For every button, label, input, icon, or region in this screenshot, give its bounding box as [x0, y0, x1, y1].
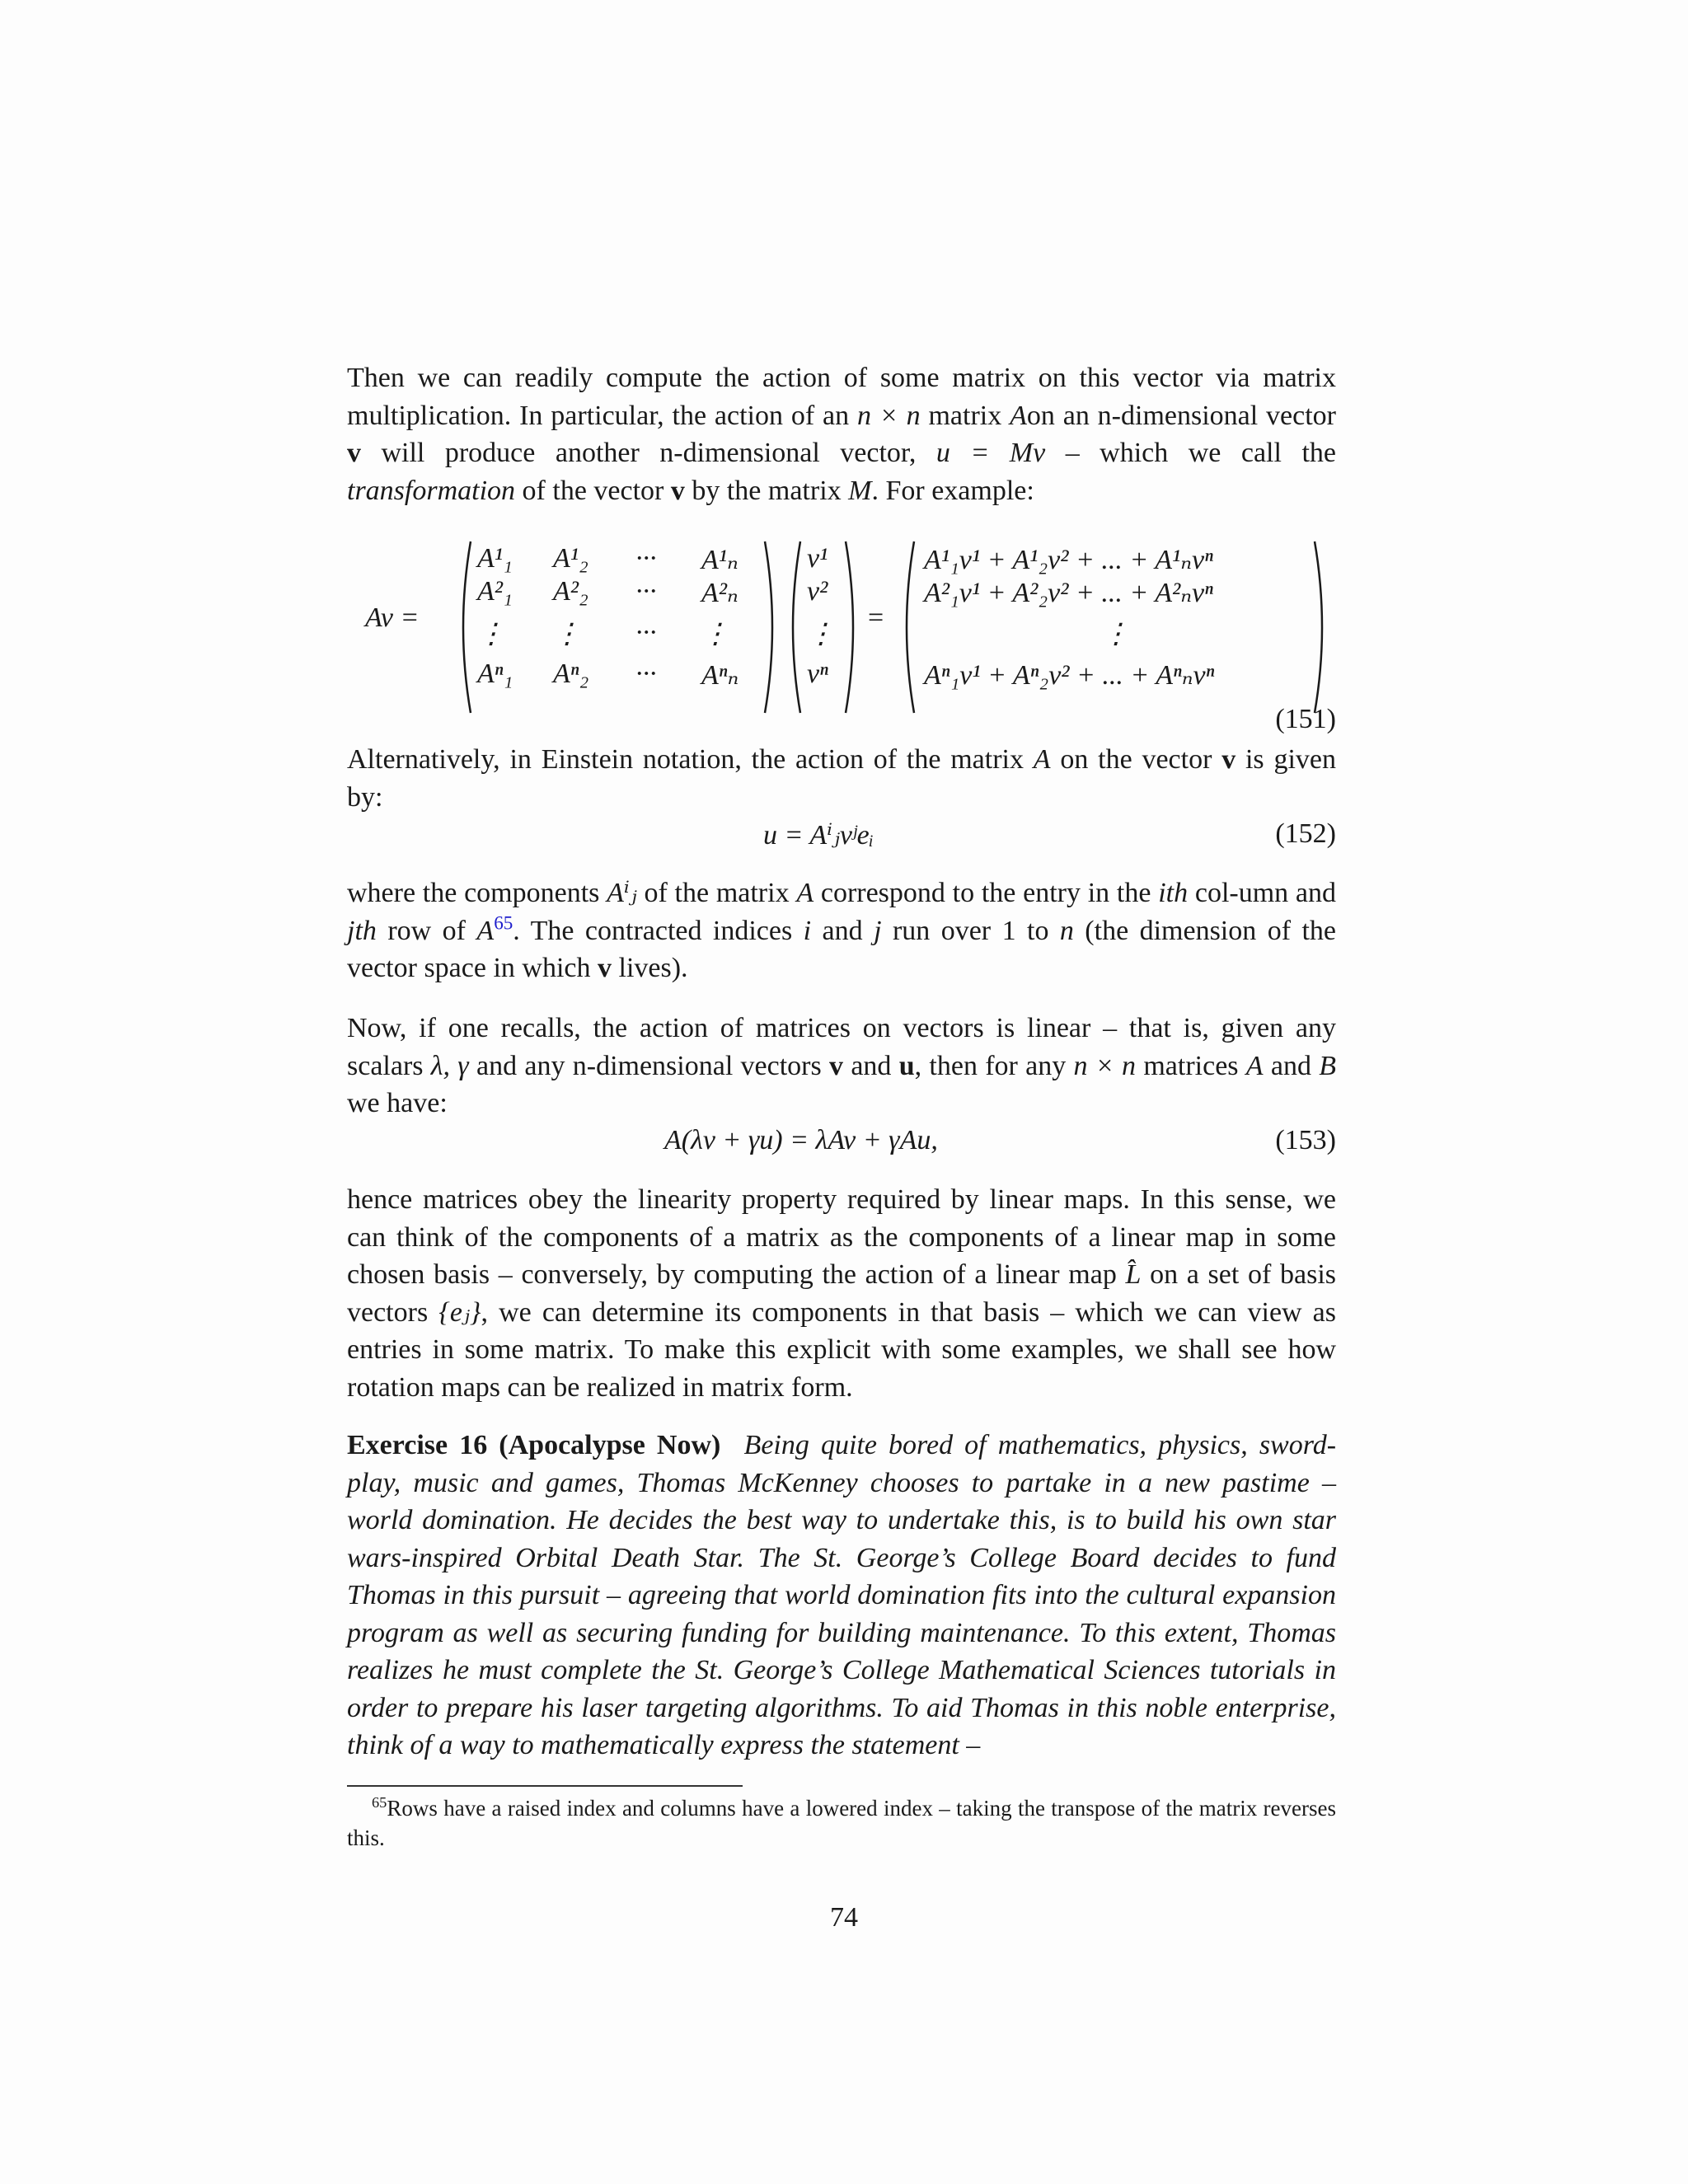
text: row of: [376, 915, 477, 946]
text: of the matrix: [636, 878, 797, 908]
equation-lhs: Av =: [365, 602, 420, 633]
result-cell: A¹₁v¹ + A¹₂v² + ... + A¹ₙvⁿ: [924, 545, 1213, 575]
text: Now, if one recalls, the action of matrices on vectors is linear – that is, given any scalars: [347, 1013, 1336, 1081]
matrix-cell: A²₂: [553, 576, 588, 607]
bold-v: v: [347, 438, 361, 468]
math-A: A: [476, 915, 495, 946]
equation-text: u = Aⁱⱼvʲeᵢ: [763, 820, 874, 851]
text: where the components: [347, 878, 607, 908]
vector-cell: ⋮: [807, 619, 835, 649]
text: correspond to the entry in the: [814, 878, 1159, 908]
text: will produce another n-dimensional vector,: [361, 438, 936, 468]
footnote-text: Rows have a raised index and columns have a lowered index – taking the transpose of the matrix reverses this.: [347, 1796, 1336, 1850]
bold-v: v: [598, 953, 612, 983]
text: – which we call the: [1045, 438, 1336, 468]
text: is given by:: [347, 744, 1336, 813]
matrix-cell: A²₁: [477, 576, 513, 607]
math-A: A: [796, 878, 814, 908]
text: . For example:: [871, 475, 1034, 506]
text: matrices: [1136, 1050, 1246, 1081]
math-i: i: [803, 915, 812, 946]
text: we have:: [347, 1088, 448, 1118]
math-A: A: [1033, 744, 1051, 775]
vector-cell: v²: [807, 576, 828, 607]
math-A: A: [1245, 1050, 1264, 1081]
vector-cell: vⁿ: [807, 658, 828, 689]
matrix-cell: ···: [635, 543, 657, 574]
math-M: M: [848, 475, 872, 506]
equation-152: [347, 818, 1336, 855]
equation-number: (153): [1275, 1125, 1336, 1155]
text: matrix: [920, 400, 1010, 431]
math-n-by-n: n × n: [856, 400, 921, 431]
result-vector: [914, 540, 1318, 715]
left-paren-icon: [898, 540, 916, 715]
result-cell: ⋮: [1102, 619, 1130, 649]
equation-text: A(λv + γu) = λAv + γAu,: [664, 1125, 938, 1155]
footnote-rule: [347, 1785, 743, 1787]
text: lives).: [612, 953, 688, 983]
text: and: [1263, 1050, 1320, 1081]
italic-transformation: transformation: [347, 475, 516, 506]
matrix-cell: A¹₂: [553, 543, 588, 574]
equation-number-151-row: [347, 704, 1336, 741]
footnote-link-65[interactable]: 65: [494, 912, 513, 935]
math-lambda-gamma: λ, γ: [430, 1050, 469, 1081]
matrix-cell: A¹₁: [477, 543, 513, 574]
text: of the vector: [515, 475, 671, 506]
bold-u: u: [898, 1050, 915, 1081]
vector-v: [800, 540, 850, 715]
paragraph-linearity: [347, 1010, 1336, 1122]
exercise-16: [347, 1427, 1336, 1765]
equation-number: (151): [1275, 704, 1336, 734]
text: col-umn and: [1188, 878, 1336, 908]
text: and: [843, 1050, 899, 1081]
text: by the matrix: [684, 475, 849, 506]
matrix-cell: Aⁿ₂: [553, 658, 589, 689]
matrix-cell: A²ₙ: [701, 578, 738, 608]
text: and any n-dimensional vectors: [468, 1050, 830, 1081]
math-basis-set: {eⱼ}: [438, 1296, 481, 1328]
math-u-equals-Mv: u = Mv: [935, 438, 1046, 468]
math-ith: ith: [1158, 878, 1189, 908]
math-B: B: [1319, 1050, 1337, 1081]
footnote-mark: 65: [372, 1794, 387, 1811]
right-paren-icon: [844, 540, 862, 715]
left-paren-icon: [454, 540, 472, 715]
page-number: 74: [830, 1902, 858, 1933]
right-paren-icon: [1313, 540, 1331, 715]
exercise-heading: Exercise 16 (Apocalypse Now): [347, 1430, 721, 1460]
vector-cell: v¹: [807, 543, 828, 574]
paragraph-matrix-action: [347, 359, 1336, 509]
matrix-cell: ···: [635, 576, 657, 607]
text: Alternatively, in Einstein notation, the action of the matrix: [347, 744, 1034, 775]
left-paren-icon: [784, 540, 802, 715]
matrix-cell: ···: [635, 617, 657, 648]
equation-number: (152): [1275, 818, 1336, 849]
matrix-cell: ⋮: [477, 619, 505, 649]
equals-sign: =: [868, 602, 884, 633]
math-A-i-j: Aⁱⱼ: [607, 878, 637, 908]
text: , we can determine its components in that basis – which we can view as entries in some matrix. To make this explicit with some examples, we shall see how rotation maps can be realized in matrix form.: [347, 1296, 1337, 1403]
text: on a set of basis vectors: [347, 1259, 1336, 1328]
text: hence matrices obey the linearity property required by linear maps. In this sense, we can think of the components of a matrix as the components of a linear map in some chosen basis – conversely, by computing the action of a linear map: [347, 1184, 1336, 1290]
math-j: j: [874, 915, 882, 946]
matrix-cell: ⋮: [553, 619, 581, 649]
text: on the vector: [1050, 744, 1222, 775]
math-jth: jth: [347, 915, 377, 946]
text: run over: [881, 915, 1002, 946]
paragraph-einstein-notation: [347, 741, 1336, 816]
bold-v: v: [829, 1050, 844, 1081]
equation-153: [347, 1125, 1336, 1162]
math-n: n: [1059, 915, 1074, 946]
bold-v: v: [1221, 744, 1236, 775]
exercise-body: Being quite bored of mathematics, physics, sword-play, music and games, Thomas McKenney chooses to partake in a new pastime – world domination. He decides the best way to undertake this, is to build his own star wars-inspired Orbital Death Star. The St. George’s College Board decides to fund Thomas in this pursuit – agreeing that world domination fits into the cultural expansion program as well as securing funding for building maintenance. To this extent, Thomas realizes he must complete the St. George’s College Mathematical Sciences tutorials in order to prepare his laser targeting algorithms. To aid Thomas in this noble enterprise, think of a way to mathematically express the statement –: [347, 1430, 1337, 1760]
matrix-cell: A¹ₙ: [701, 545, 738, 575]
text: to: [1015, 915, 1060, 946]
text: on an n-dimensional vector: [1026, 400, 1336, 431]
text: , then for any: [914, 1050, 1074, 1081]
footnote-65: [347, 1793, 1336, 1853]
right-paren-icon: [763, 540, 781, 715]
math-1: 1: [1001, 915, 1016, 946]
math-A: A: [1010, 400, 1027, 431]
matrix-cell: Aⁿ₁: [477, 658, 513, 689]
paragraph-components: [347, 874, 1336, 987]
result-cell: A²₁v¹ + A²₂v² + ... + A²ₙvⁿ: [924, 578, 1213, 608]
matrix-cell: Aⁿₙ: [701, 660, 739, 691]
math-L-hat: L̂: [1125, 1259, 1142, 1290]
bold-v: v: [670, 475, 685, 506]
text: Then we can readily compute the action of some matrix on this vector via matrix multiplication. In particular, the action of an: [347, 363, 1336, 431]
math-n-by-n: n × n: [1073, 1050, 1137, 1081]
matrix-cell: ···: [635, 658, 657, 689]
paragraph-linear-map: [347, 1181, 1336, 1406]
result-cell: Aⁿ₁v¹ + Aⁿ₂v² + ... + Aⁿₙvⁿ: [924, 660, 1215, 691]
text: . The contracted indices: [513, 915, 804, 946]
text: and: [811, 915, 874, 946]
text: (the dimension of the vector space in which: [347, 915, 1336, 983]
matrix-cell: ⋮: [701, 619, 729, 649]
equation-151: [347, 540, 1336, 721]
